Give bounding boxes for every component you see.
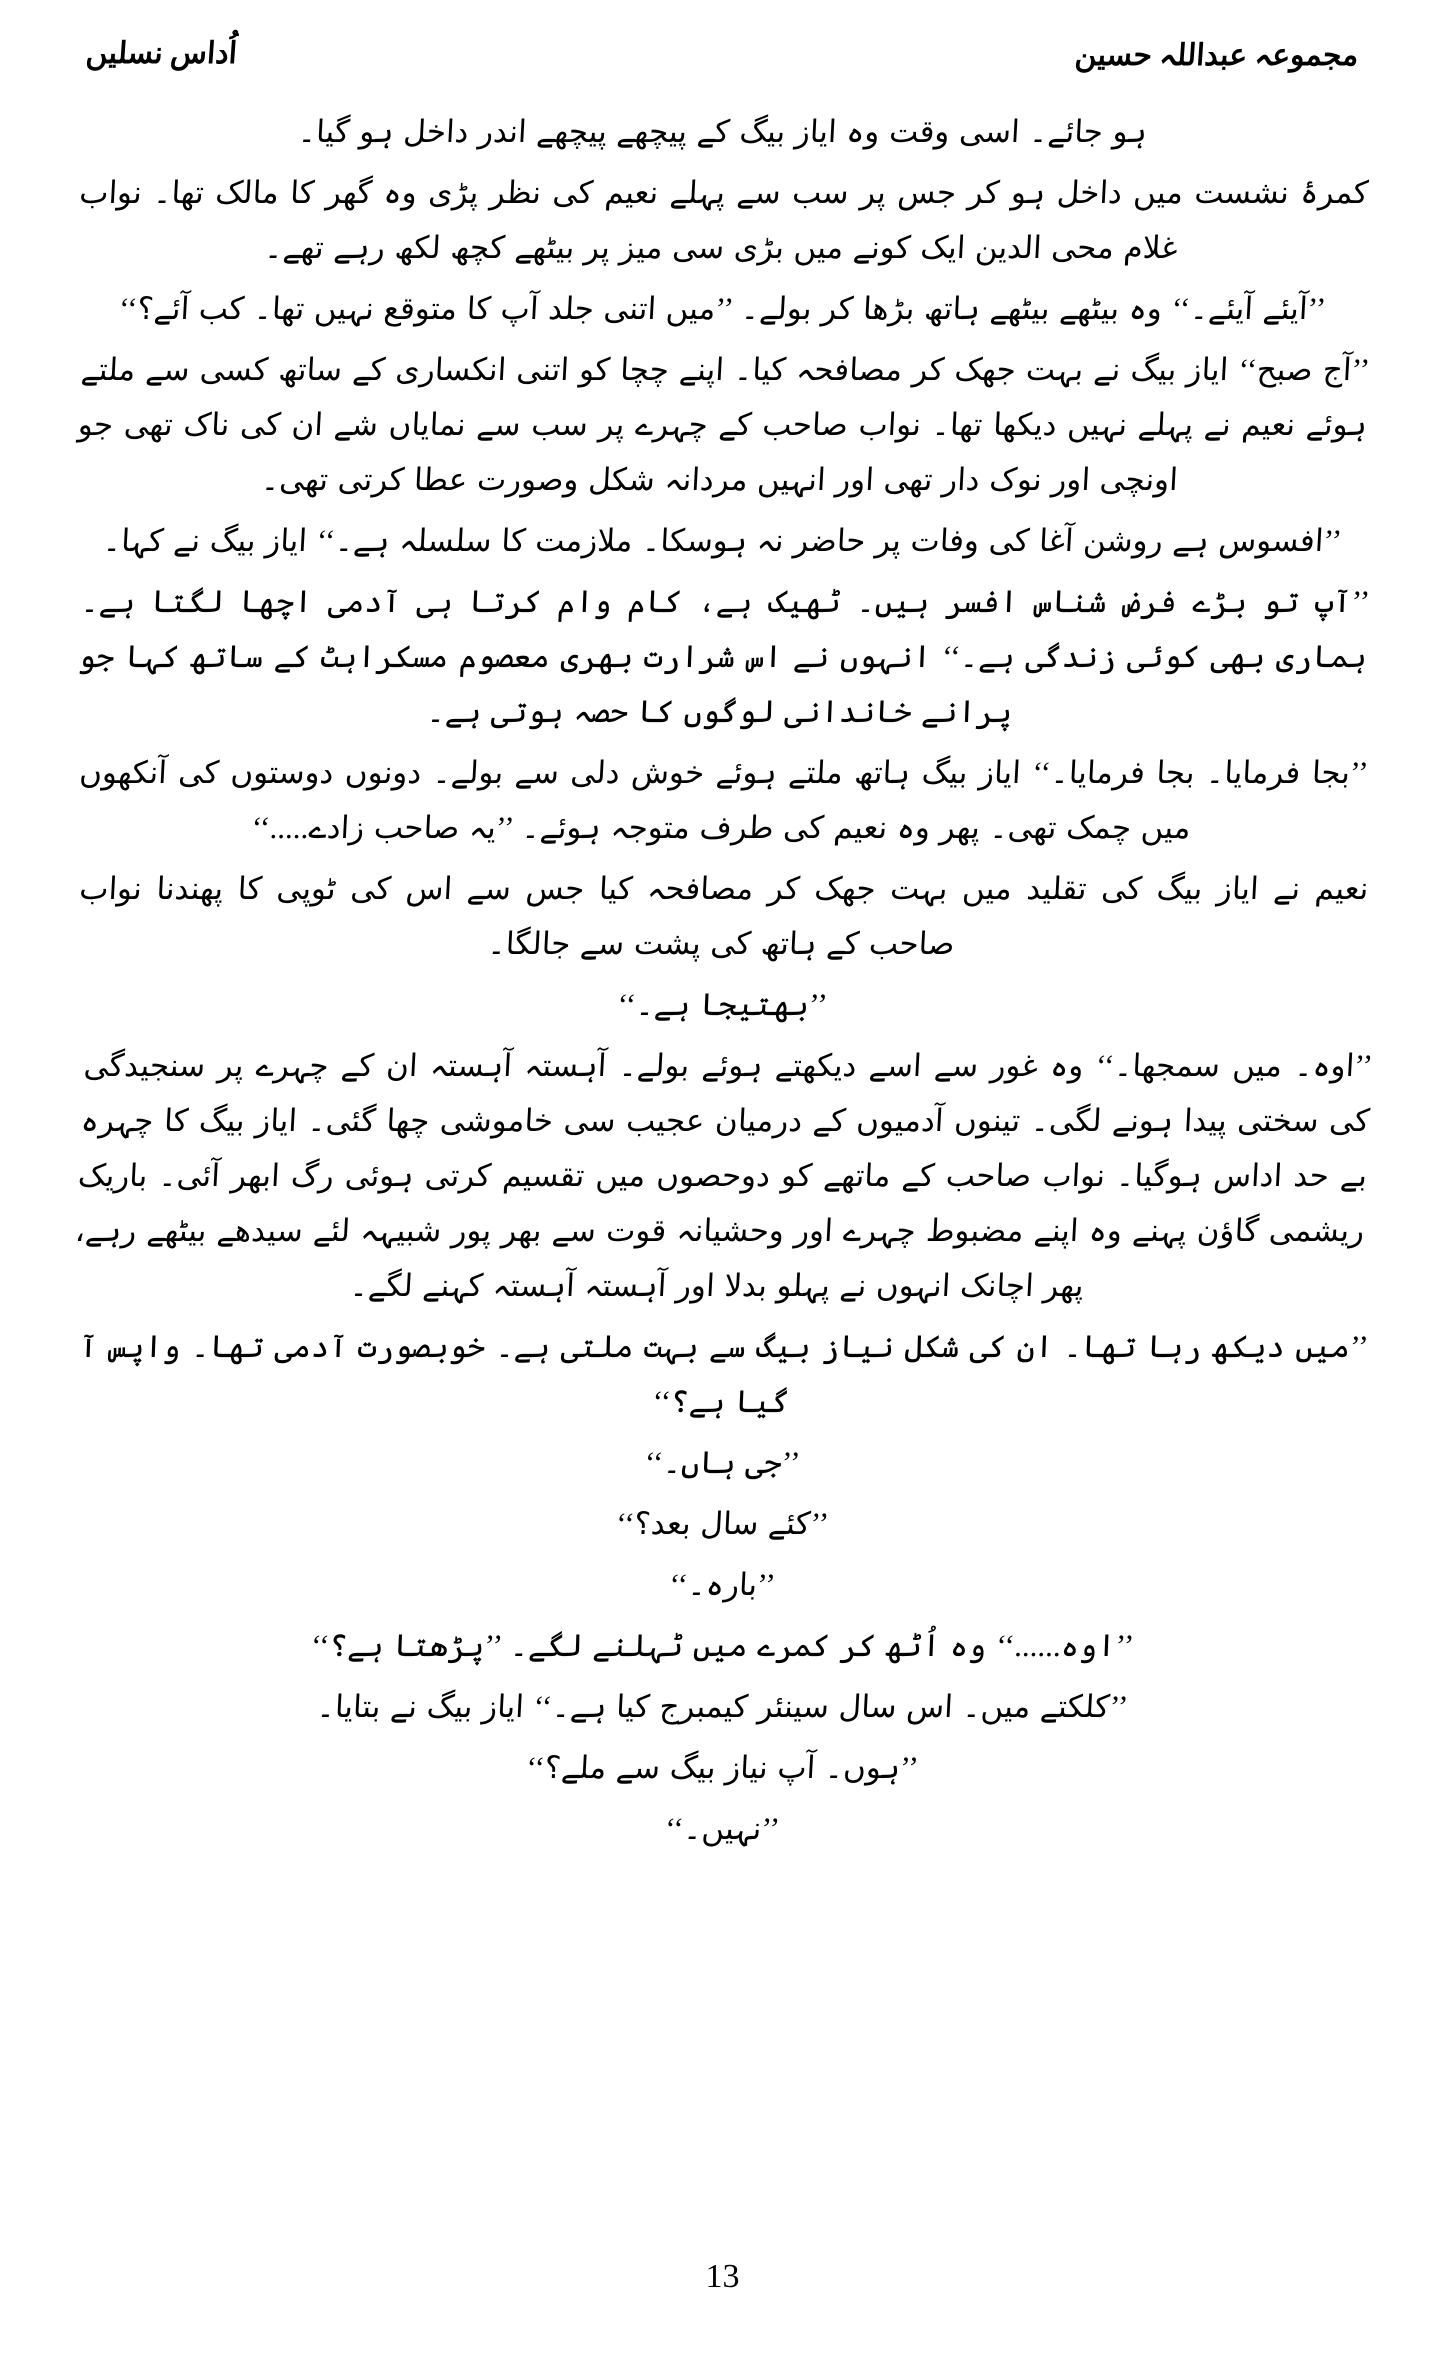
body-paragraph: نعیم نے ایاز بیگ کی تقلید میں بہت جھک کر مصافحہ کیا جس سے اس کی ٹوپی کا پھندنا نواب صاحب کے ہاتھ کی پشت سے جالگا۔ [78,871,1370,961]
page-body [74,104,1374,1862]
body-paragraph: ’’آیئے آیئے۔‘‘ وہ بیٹھے بیٹھے ہاتھ بڑھا کر بولے۔ ’’میں اتنی جلد آپ کا متوقع نہیں تھا۔ کب آئے؟‘‘ [118,291,1327,326]
header-book-title: اُداس نسلیں [84,37,239,70]
body-paragraph: ’’بارہ۔‘‘ [668,1567,777,1602]
header-collection-name: مجموعہ عبداللہ حسین [1074,39,1361,72]
body-paragraph: ’’افسوس ہے روشن آغا کی وفات پر حاضر نہ ہوسکا۔ ملازمت کا سلسلہ ہے۔‘‘ ایاز بیگ نے کہا۔ [102,523,1343,558]
body-paragraph: ’’اوہ۔ میں سمجھا۔‘‘ وہ غور سے اسے دیکھتے ہوئے بولے۔ آہستہ آہستہ ان کے چہرے پر سنجیدگی کی سختی پیدا ہونے لگی۔ تینوں آدمیوں کے درمیان عجیب سی خاموشی چھا گئی۔ ایاز بیگ کا چہرہ بے حد اداس ہوگیا۔ نواب صاحب کے ماتھے کو دوحصوں میں تقسیم کرتی ہوئی رگ ابھر آئی۔ باریک ریشمی گاؤن پہنے وہ اپنے مضبوط چہرے اور وحشیانہ قوت سے بھر پور شبیہہ لئے سیدھے بیٹھے رہے، پھر اچانک انہوں نے پہلو بدلا اور آہستہ آہستہ کہنے لگے۔ [74,1048,1374,1303]
body-paragraph: ’’کئے سال بعد؟‘‘ [615,1506,830,1541]
body-paragraph: ’’اوہ......‘‘ وہ اُٹھ کر کمرے میں ٹہلنے لگے۔ ’’پڑھتا ہے؟‘‘ [310,1628,1135,1663]
running-header [86,34,1359,98]
body-paragraph: ’’میں دیکھ رہا تھا۔ ان کی شکل نیاز بیگ سے بہت ملتی ہے۔ خوبصورت آدمی تھا۔ واپس آ گیا ہے؟‘‘ [78,1329,1370,1419]
body-paragraph: ہو جائے۔ اسی وقت وہ ایاز بیگ کے پیچھے پیچھے اندر داخل ہو گیا۔ [297,114,1148,149]
body-paragraph: کمرۂ نشست میں داخل ہو کر جس پر سب سے پہلے نعیم کی نظر پڑی وہ گھر کا مالک تھا۔ نواب غلام محی الدین ایک کونے میں بڑی سی میز پر بیٹھے کچھ لکھ رہے تھے۔ [78,175,1370,265]
body-paragraph: ’’نہیں۔‘‘ [664,1811,781,1846]
body-paragraph: ’’آپ تو بڑے فرض شناس افسر ہیں۔ ٹھیک ہے، کام وام کرتا ہی آدمی اچھا لگتا ہے۔ ہماری بھی کوئی زندگی ہے۔‘‘ انہوں نے اس شرارت بھری معصوم مسکراہٹ کے ساتھ کہا جو پرانے خاندانی لوگوں کا حصہ ہوتی ہے۔ [77,584,1371,729]
page-number: 13 [705,2258,740,2295]
body-paragraph: ’’آج صبح‘‘ ایاز بیگ نے بہت جھک کر مصافحہ کیا۔ اپنے چچا کو اتنی انکساری کے ساتھ کسی سے ملتے ہوئے نعیم نے پہلے نہیں دیکھا تھا۔ نواب صاحب کے چہرے پر سب سے نمایاں شے ان کی ناک تھی جو اونچی اور نوک دار تھی اور انہیں مردانہ شکل وصورت عطا کرتی تھی۔ [77,352,1371,497]
body-paragraph: ’’بجا فرمایا۔ بجا فرمایا۔‘‘ ایاز بیگ ہاتھ ملتے ہوئے خوش دلی سے بولے۔ دونوں دوستوں کی آنکھوں میں چمک تھی۔ پھر وہ نعیم کی طرف متوجہ ہوئے۔ ’’یہ صاحب زادے.....‘‘ [78,755,1370,845]
body-paragraph: ’’کلکتے میں۔ اس سال سینئر کیمبرج کیا ہے۔‘‘ ایاز بیگ نے بتایا۔ [315,1689,1130,1724]
body-paragraph: ’’جی ہاں۔‘‘ [643,1445,802,1480]
body-paragraph: ’’ہوں۔ آپ نیاز بیگ سے ملے؟‘‘ [525,1750,920,1785]
body-paragraph: ’’بھتیجا ہے۔‘‘ [616,987,829,1022]
